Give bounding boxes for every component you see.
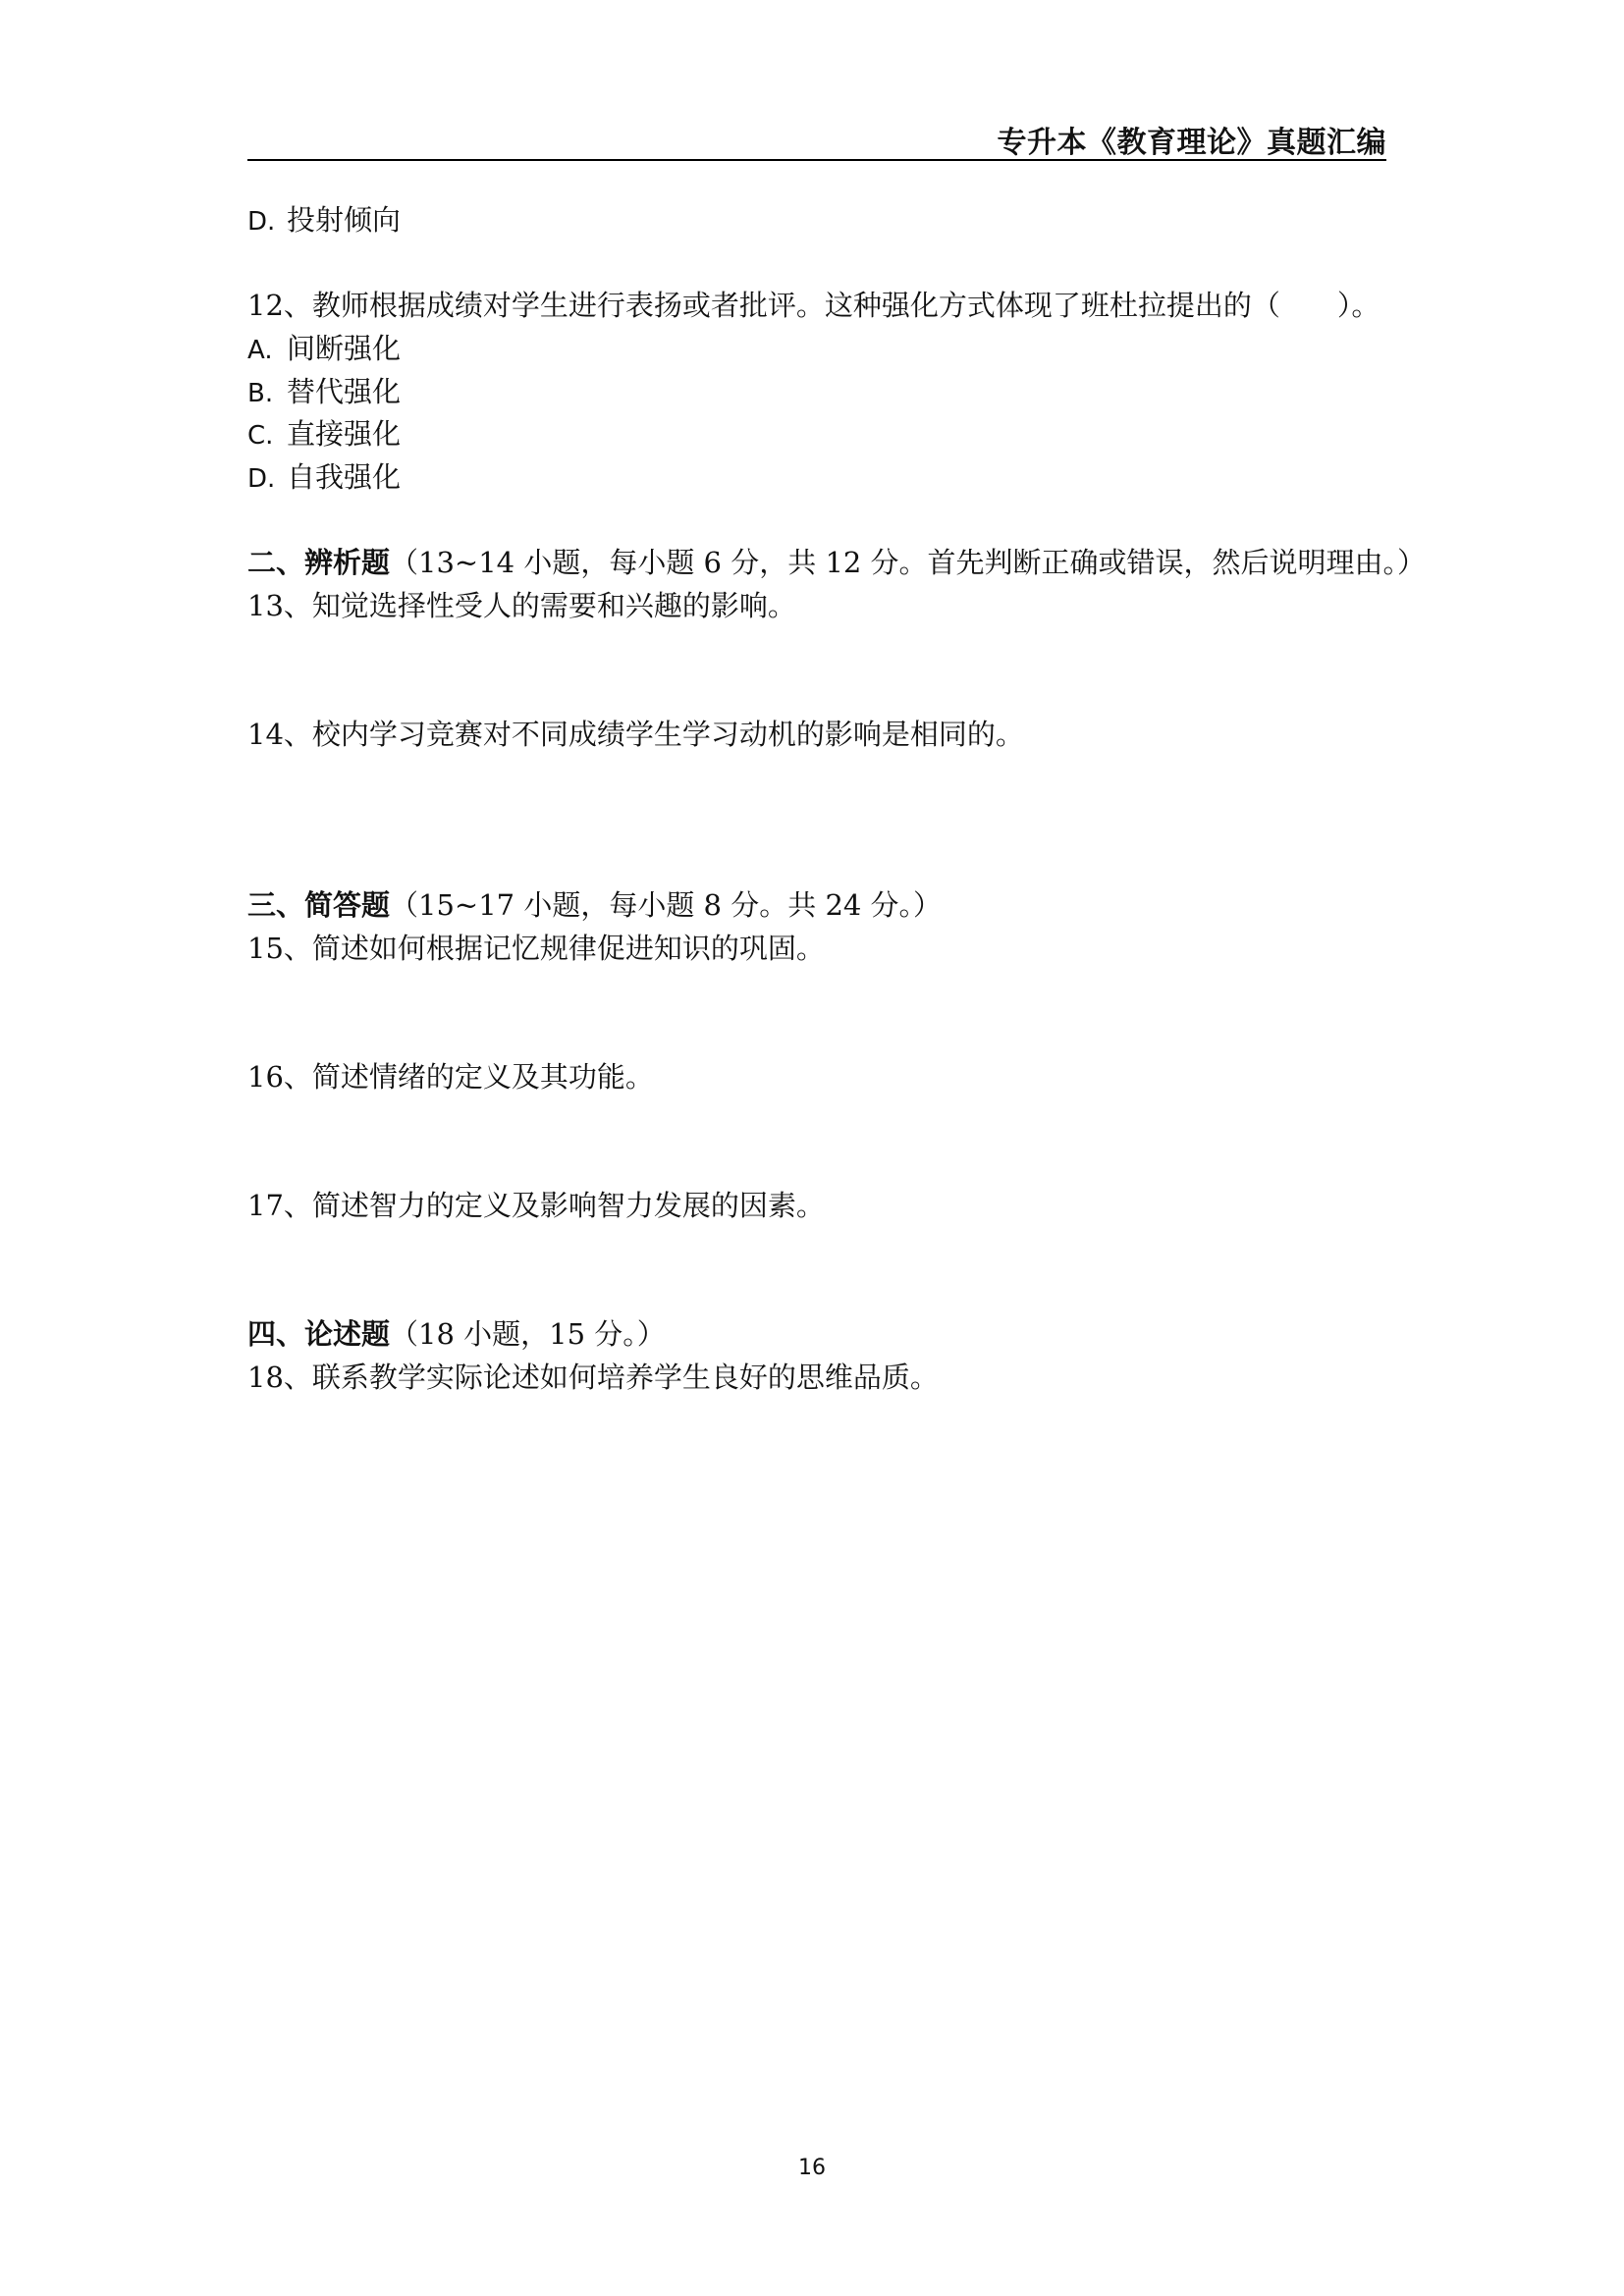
section-4-header: [247, 1316, 666, 1352]
question-17: 17、简述智力的定义及影响智力发展的因素。: [247, 1189, 825, 1222]
section-2-header: [247, 545, 1426, 580]
section-4-heading: 四、论述题: [247, 1317, 391, 1351]
question-12: 12、教师根据成绩对学生进行表扬或者批评。这种强化方式体现了班杜拉提出的（ ）。: [247, 289, 1380, 322]
option-text: 投射倾向: [287, 203, 402, 237]
option-text: 间断强化: [287, 332, 402, 365]
q12-option-b: [247, 374, 401, 411]
q12-option-a: [247, 331, 401, 368]
question-14: 14、校内学习竞赛对不同成绩学生学习动机的影响是相同的。: [247, 718, 1024, 751]
option-label: A.: [247, 336, 273, 365]
header-rule: [247, 159, 1386, 161]
prev-option-d: [247, 202, 401, 240]
question-16: 16、简述情绪的定义及其功能。: [247, 1060, 654, 1094]
section-2-heading: 二、辨析题: [247, 546, 391, 579]
option-label: C.: [247, 421, 274, 451]
section-3-header: [247, 887, 942, 923]
section-2-note: （13~14 小题，每小题 6 分，共 12 分。首先判断正确或错误，然后说明理由。）: [390, 546, 1427, 579]
option-text: 替代强化: [287, 375, 402, 408]
option-text: 直接强化: [287, 417, 402, 451]
q12-option-d: [247, 459, 401, 497]
section-4-note: （18 小题，15 分。）: [390, 1317, 666, 1351]
option-label: B.: [247, 379, 274, 408]
header-title: 专升本《教育理论》真题汇编: [997, 126, 1386, 160]
section-3-heading: 三、简答题: [247, 888, 391, 922]
option-text: 自我强化: [287, 460, 402, 494]
option-label: D.: [247, 207, 276, 237]
page-number: 16: [798, 2156, 826, 2180]
q12-option-c: [247, 416, 401, 454]
question-18: 18、联系教学实际论述如何培养学生良好的思维品质。: [247, 1361, 939, 1394]
option-label: D.: [247, 464, 276, 494]
question-13: 13、知觉选择性受人的需要和兴趣的影响。: [247, 589, 796, 622]
section-3-note: （15~17 小题，每小题 8 分。共 24 分。）: [390, 888, 943, 922]
question-15: 15、简述如何根据记忆规律促进知识的巩固。: [247, 932, 825, 965]
